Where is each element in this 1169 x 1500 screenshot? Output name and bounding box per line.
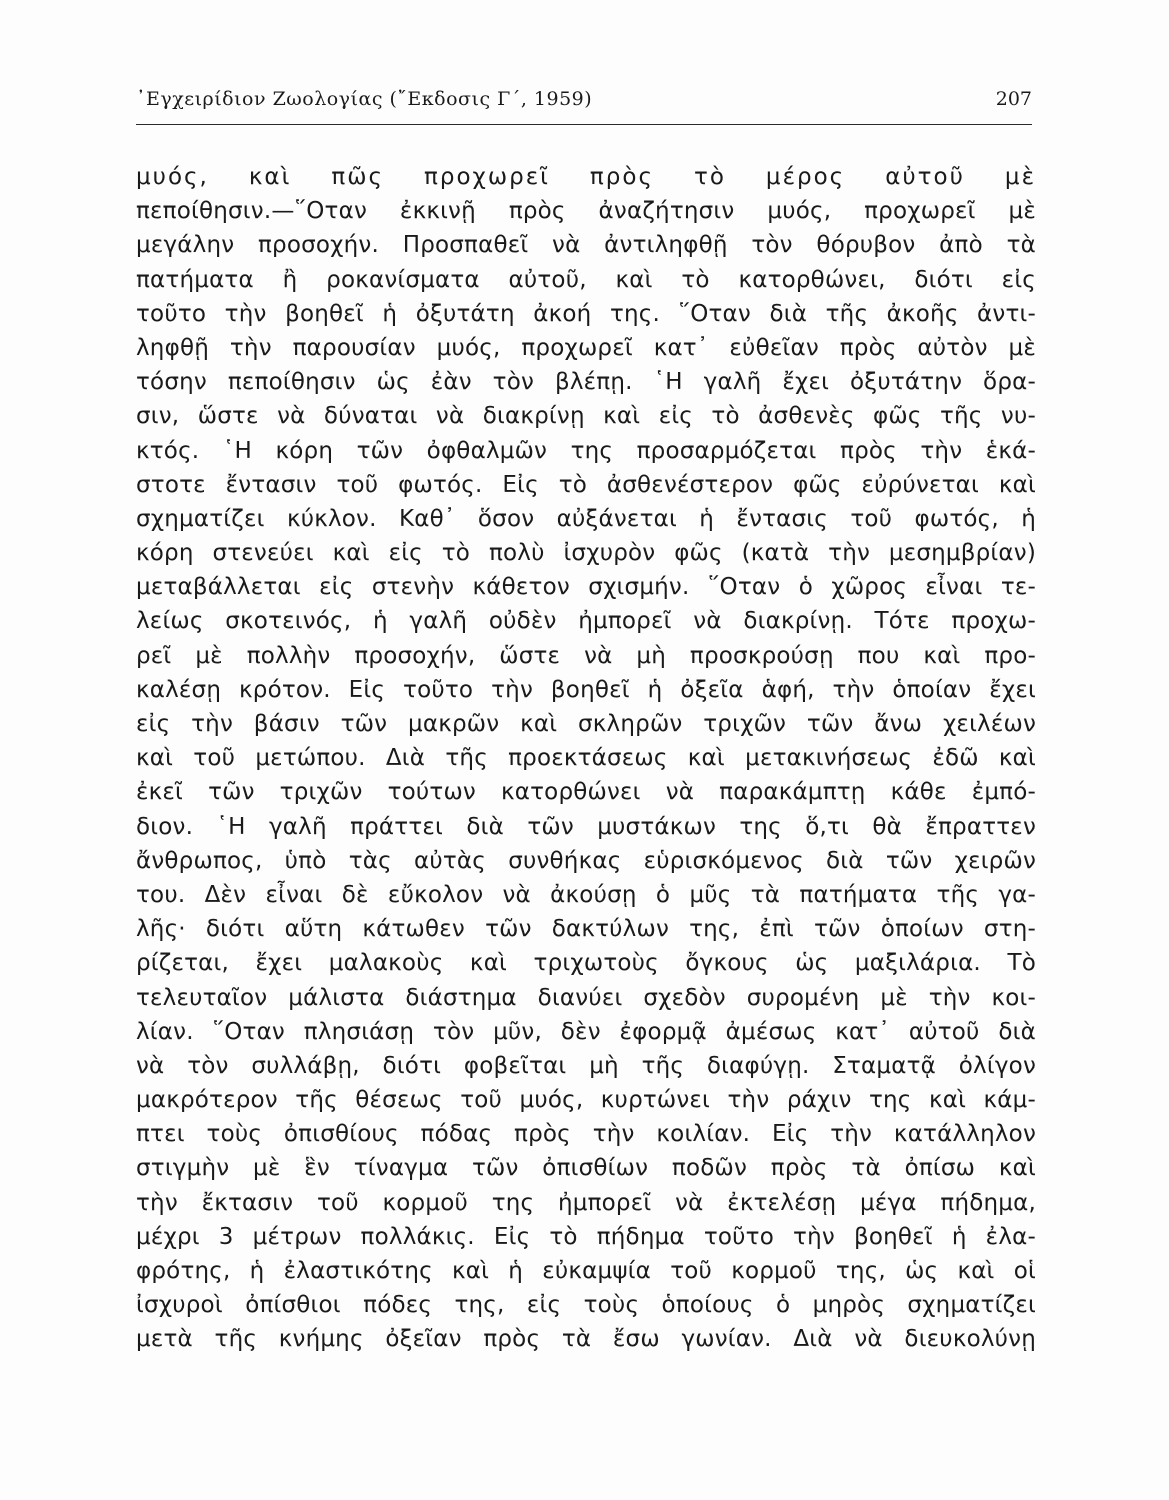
text-line: πεποίθησιν.—῞Οταν ἐκκινῇ πρὸς ἀναζήτησιν μυός, προχωρεῖ μὲ bbox=[136, 198, 1036, 225]
text-line: λίαν. ῞Οταν πλησιάσῃ τὸν μῦν, δὲν ἐφορμᾷ ἀμέσως κατ᾿ αὐτοῦ διὰ bbox=[136, 1018, 1036, 1045]
text-line: μακρότερον τῆς θέσεως τοῦ μυός, κυρτώνει τὴν ράχιν της καὶ κάμ- bbox=[136, 1087, 1036, 1114]
text-line: μυός, καὶ πῶς προχωρεῖ πρὸς τὸ μέρος αὐτοῦ μὲ bbox=[136, 164, 1036, 190]
text-line: μεγάλην προσοχήν. Προσπαθεῖ νὰ ἀντιληφθῇ τὸν θόρυβον ἀπὸ τὰ bbox=[136, 232, 1036, 259]
text-line: ἰσχυροὶ ὀπίσθιοι πόδες της, εἰς τοὺς ὁποίους ὁ μηρὸς σχηματίζει bbox=[136, 1292, 1036, 1319]
text-line: τελευταῖον μάλιστα διάστημα διανύει σχεδὸν συρομένη μὲ τὴν κοι- bbox=[136, 984, 1036, 1011]
text-line: λῆς· διότι αὕτη κάτωθεν τῶν δακτύλων της, ἐπὶ τῶν ὁποίων στη- bbox=[136, 916, 1036, 943]
text-line: ἄνθρωπος, ὑπὸ τὰς αὐτὰς συνθήκας εὑρισκόμενος διὰ τῶν χειρῶν bbox=[136, 847, 1036, 874]
text-line: τόσην πεποίθησιν ὡς ἐὰν τὸν βλέπῃ. ῾Η γαλῆ ἔχει ὀξυτάτην ὅρα- bbox=[136, 369, 1036, 396]
text-line: ρεῖ μὲ πολλὴν προσοχήν, ὥστε νὰ μὴ προσκρούσῃ που καὶ προ- bbox=[136, 642, 1036, 669]
text-line: εἰς τὴν βάσιν τῶν μακρῶν καὶ σκληρῶν τριχῶν τῶν ἄνω χειλέων bbox=[136, 711, 1036, 737]
text-line: μέχρι 3 μέτρων πολλάκις. Εἰς τὸ πήδημα τοῦτο τὴν βοηθεῖ ἡ ἐλα- bbox=[136, 1223, 1036, 1250]
running-head: ᾿Εγχειρίδιον Ζωολογίας (῎Εκδοσις Γ΄, 1959) bbox=[136, 88, 593, 110]
text-line: του. Δὲν εἶναι δὲ εὔκολον νὰ ἀκούσῃ ὁ μῦς τὰ πατήματα τῆς γα- bbox=[136, 881, 1036, 908]
text-line: νὰ τὸν συλλάβῃ, διότι φοβεῖται μὴ τῆς διαφύγῃ. Σταματᾷ ὀλίγον bbox=[136, 1052, 1036, 1079]
text-line: στοτε ἔντασιν τοῦ φωτός. Εἰς τὸ ἀσθενέστερον φῶς εὐρύνεται καὶ bbox=[136, 471, 1036, 498]
text-line: τοῦτο τὴν βοηθεῖ ἡ ὀξυτάτη ἀκοή της. ῞Οταν διὰ τῆς ἀκοῆς ἀντι- bbox=[136, 300, 1036, 327]
page-header bbox=[136, 88, 1032, 128]
text-line: τὴν ἔκτασιν τοῦ κορμοῦ της ἠμπορεῖ νὰ ἐκτελέσῃ μέγα πήδημα, bbox=[136, 1189, 1036, 1216]
text-line: κόρη στενεύει καὶ εἰς τὸ πολὺ ἰσχυρὸν φῶς (κατὰ τὴν μεσημβρίαν) bbox=[136, 540, 1036, 567]
header-rule bbox=[136, 124, 1032, 125]
text-line: λείως σκοτεινός, ἡ γαλῆ οὐδὲν ἠμπορεῖ νὰ διακρίνῃ. Τότε προχω- bbox=[136, 608, 1036, 635]
text-line: ληφθῇ τὴν παρουσίαν μυός, προχωρεῖ κατ᾿ εὐθεῖαν πρὸς αὐτὸν μὲ bbox=[136, 334, 1036, 361]
text-line: μετὰ τῆς κνήμης ὀξεῖαν πρὸς τὰ ἔσω γωνίαν. Διὰ νὰ διευκολύνῃ bbox=[136, 1326, 1036, 1353]
text-line: κτός. ῾Η κόρη τῶν ὀφθαλμῶν της προσαρμόζεται πρὸς τὴν ἑκά- bbox=[136, 437, 1036, 464]
text-line: φρότης, ἡ ἐλαστικότης καὶ ἡ εὐκαμψία τοῦ κορμοῦ της, ὡς καὶ οἱ bbox=[136, 1258, 1036, 1284]
text-line: ἐκεῖ τῶν τριχῶν τούτων κατορθώνει νὰ παρακάμπτῃ κάθε ἐμπό- bbox=[136, 779, 1036, 806]
text-line: καλέσῃ κρότον. Εἰς τοῦτο τὴν βοηθεῖ ἡ ὀξεῖα ἁφή, τὴν ὁποίαν ἔχει bbox=[136, 676, 1036, 703]
body-text bbox=[136, 160, 1036, 1357]
text-line: ρίζεται, ἔχει μαλακοὺς καὶ τριχωτοὺς ὄγκους ὡς μαξιλάρια. Τὸ bbox=[136, 950, 1036, 977]
text-line: σχηματίζει κύκλον. Καθ᾿ ὅσον αὐξάνεται ἡ ἔντασις τοῦ φωτός, ἡ bbox=[136, 505, 1036, 532]
text-line: καὶ τοῦ μετώπου. Διὰ τῆς προεκτάσεως καὶ μετακινήσεως ἐδῶ καὶ bbox=[136, 745, 1036, 772]
text-line: σιν, ὥστε νὰ δύναται νὰ διακρίνῃ καὶ εἰς τὸ ἀσθενὲς φῶς τῆς νυ- bbox=[136, 403, 1036, 430]
text-line: στιγμὴν μὲ ἓν τίναγμα τῶν ὀπισθίων ποδῶν πρὸς τὰ ὀπίσω καὶ bbox=[136, 1155, 1036, 1182]
text-line: πατήματα ἢ ροκανίσματα αὐτοῦ, καὶ τὸ κατορθώνει, διότι εἰς bbox=[136, 266, 1036, 293]
text-line: διον. ῾Η γαλῆ πράττει διὰ τῶν μυστάκων της ὅ,τι θὰ ἔπραττεν bbox=[136, 813, 1036, 840]
text-line: πτει τοὺς ὀπισθίους πόδας πρὸς τὴν κοιλίαν. Εἰς τὴν κατάλληλον bbox=[136, 1121, 1036, 1148]
page-number: 207 bbox=[995, 88, 1032, 110]
text-line: μεταβάλλεται εἰς στενὴν κάθετον σχισμήν. ῞Οταν ὁ χῶρος εἶναι τε- bbox=[136, 574, 1036, 601]
